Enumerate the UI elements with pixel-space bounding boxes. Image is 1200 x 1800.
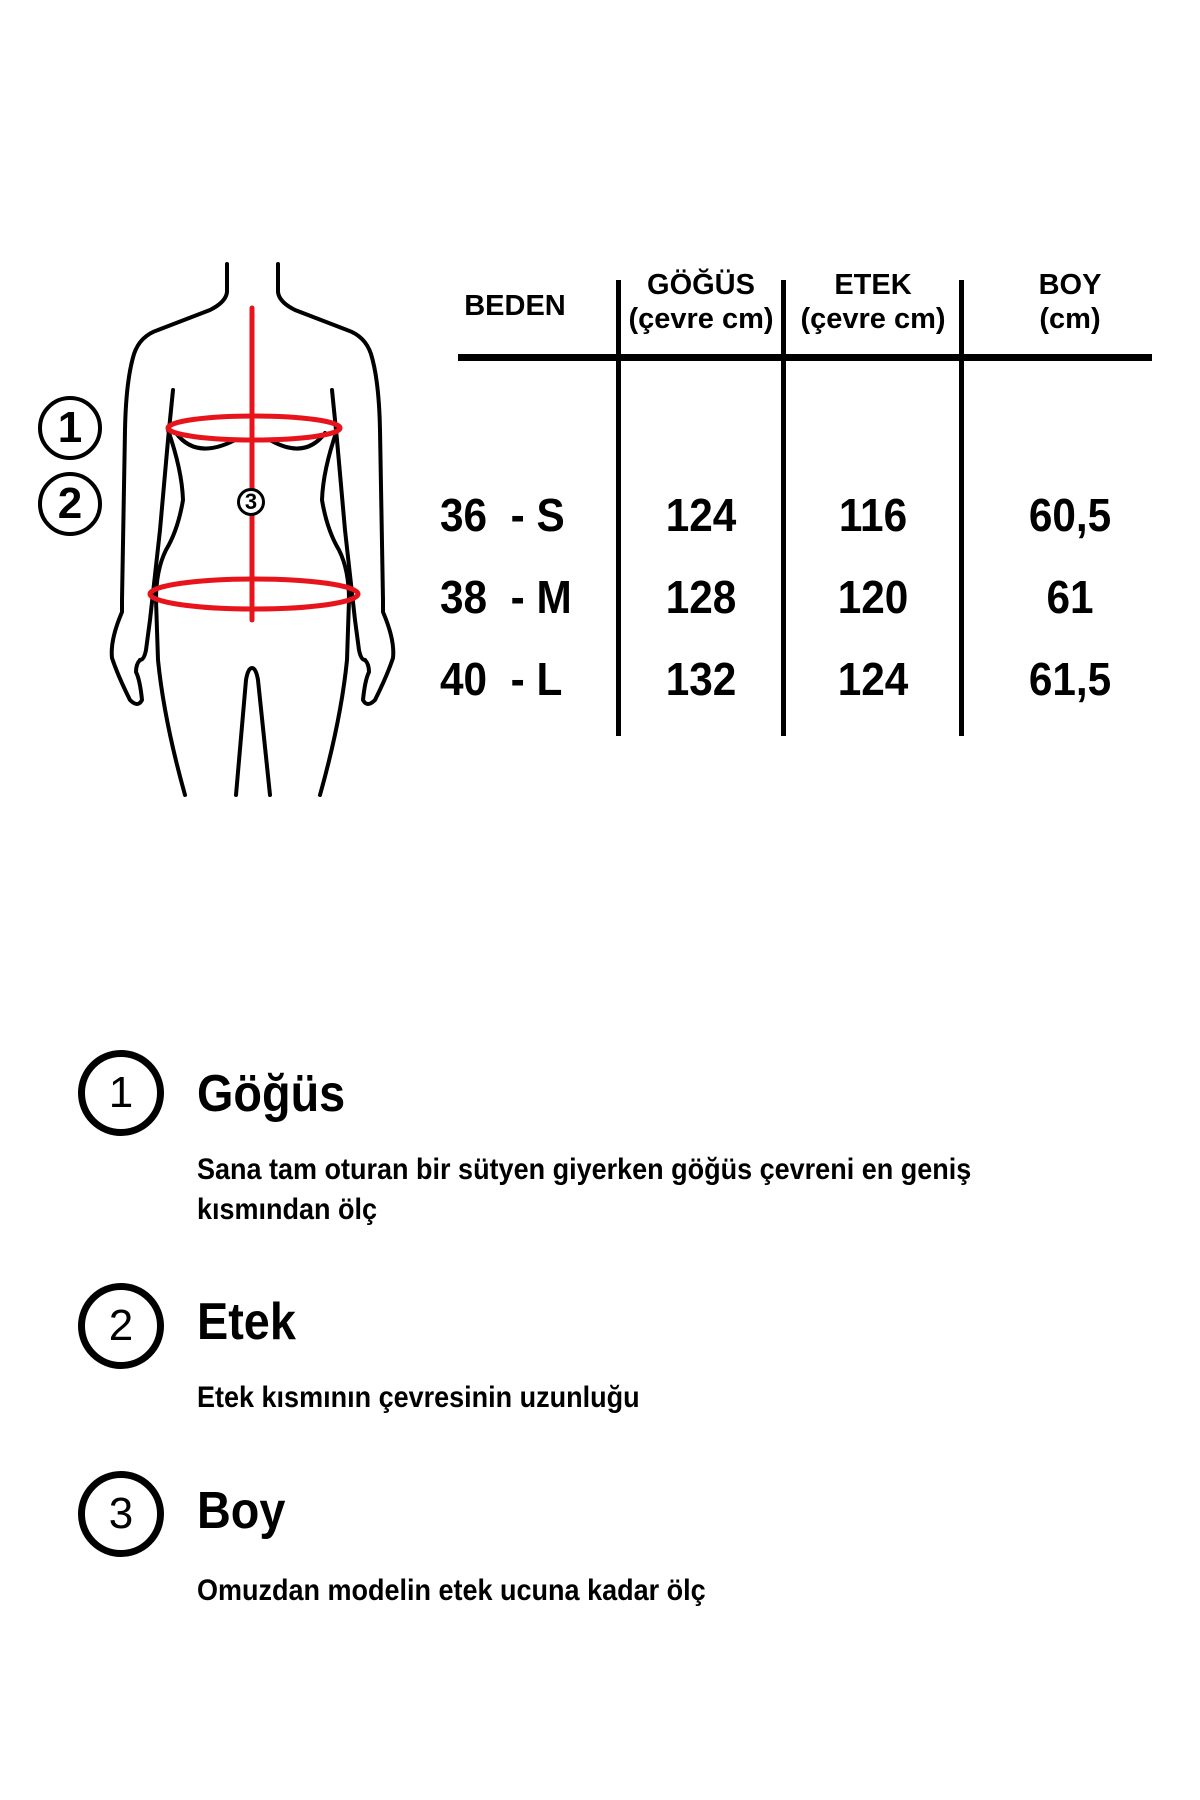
legend-number-circle [78, 1050, 164, 1136]
gogus-cell: 124 [665, 489, 737, 541]
size-cell: 38 - M [440, 571, 572, 623]
size-cell: 36 - S [440, 489, 565, 541]
legend-title: Göğüs [197, 1065, 346, 1123]
legend-title: Boy [197, 1482, 286, 1540]
header-boy-unit: (cm) [1039, 303, 1101, 335]
marker-3-label: 3 [244, 489, 258, 514]
header-boy-label: BOY [1038, 269, 1102, 301]
boy-cell: 60,5 [1028, 489, 1112, 541]
column-divider-3 [959, 280, 964, 736]
header-gogus [618, 268, 784, 336]
legend-title: Etek [197, 1293, 296, 1351]
column-divider-1 [616, 280, 621, 736]
header-etek-label: ETEK [834, 269, 912, 301]
header-beden-label: BEDEN [464, 290, 566, 322]
header-boy [990, 268, 1150, 336]
header-gogus-label: GÖĞÜS [647, 269, 755, 301]
marker-1-circle [38, 396, 102, 460]
legend-number: 3 [108, 1489, 134, 1538]
legend-description: Omuzdan modelin etek ucuna kadar ölç [197, 1574, 706, 1607]
header-gogus-unit: (çevre cm) [628, 303, 774, 335]
header-etek-unit: (çevre cm) [800, 303, 946, 335]
boy-cell: 61 [1046, 571, 1094, 623]
header-divider [458, 354, 1152, 361]
legend-number-circle [78, 1471, 164, 1557]
etek-cell: 120 [837, 571, 909, 623]
legend-number: 2 [108, 1301, 134, 1350]
marker-3-circle [237, 488, 265, 516]
legend-number-circle [78, 1283, 164, 1369]
legend-number: 1 [108, 1068, 134, 1117]
marker-1-label: 1 [57, 403, 83, 452]
legend-description: Etek kısmının çevresinin uzunluğu [197, 1381, 640, 1414]
boy-cell: 61,5 [1028, 653, 1112, 705]
column-divider-2 [781, 280, 786, 736]
marker-2-label: 2 [57, 479, 83, 528]
gogus-cell: 128 [665, 571, 737, 623]
header-beden [450, 289, 580, 323]
etek-cell: 124 [837, 653, 909, 705]
etek-cell: 116 [838, 489, 908, 541]
gogus-cell: 132 [665, 653, 737, 705]
marker-2-circle [38, 472, 102, 536]
size-cell: 40 - L [440, 653, 563, 705]
legend-description: Sana tam oturan bir sütyen giyerken göğüs çevreni en geniş kısmından ölç [197, 1153, 972, 1226]
header-etek [784, 268, 962, 336]
